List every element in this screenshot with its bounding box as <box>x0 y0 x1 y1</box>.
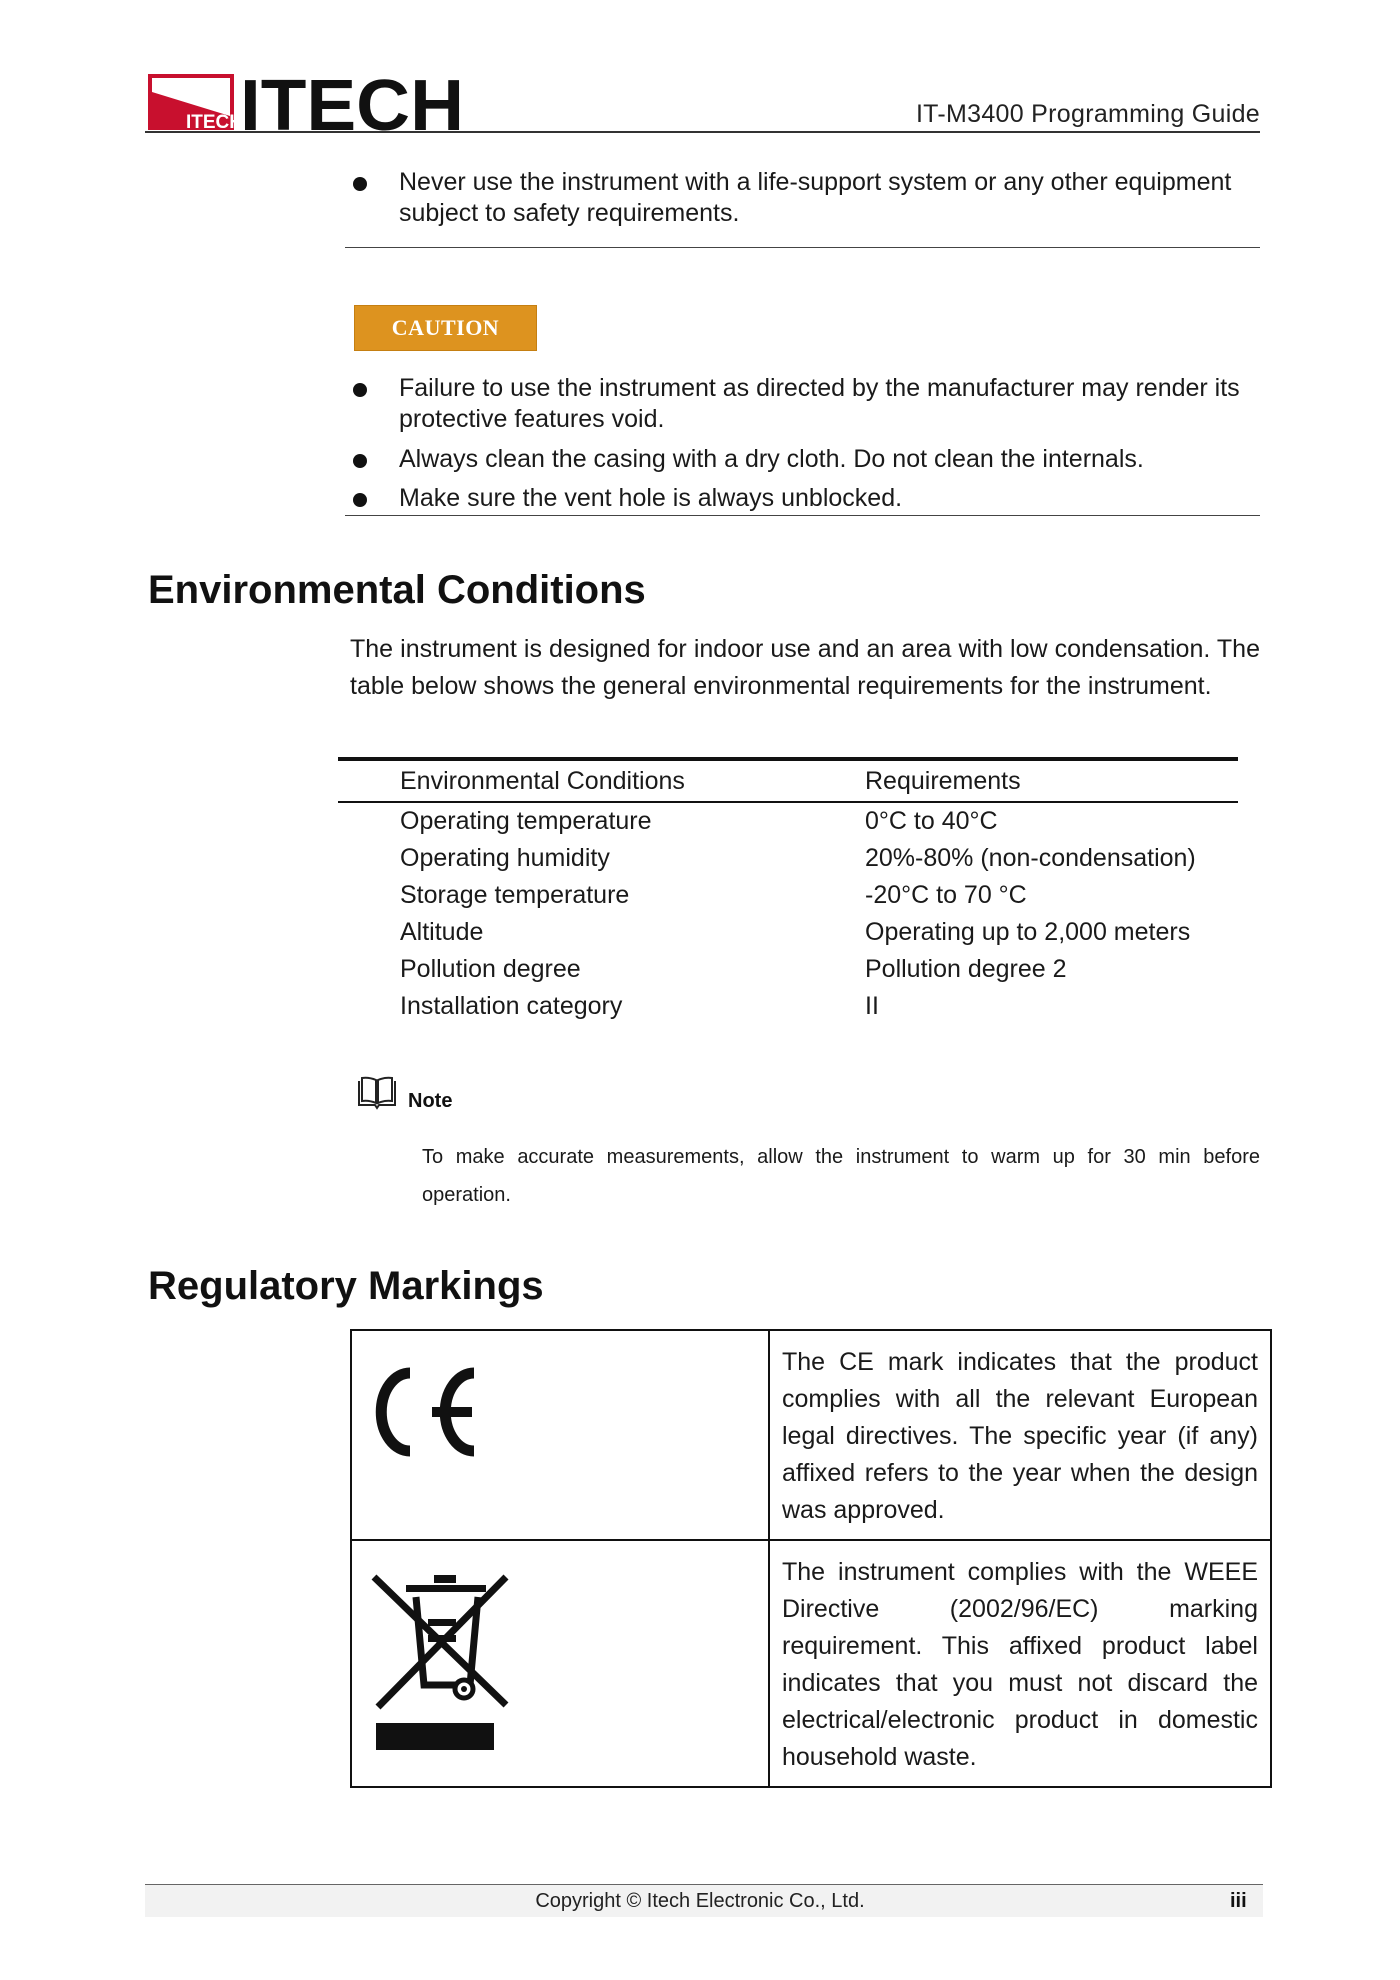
requirement-cell: II <box>865 992 879 1020</box>
note-text: To make accurate measurements, allow the instrument to warm up for 30 min before operation. <box>422 1146 1260 1206</box>
requirement-cell: 20%-80% (non-condensation) <box>865 844 1196 872</box>
table-row <box>338 951 1238 988</box>
requirement-cell: 0°C to 40°C <box>865 807 998 835</box>
header-divider <box>145 131 1260 133</box>
environmental-table <box>338 757 1238 1025</box>
table-header-row <box>338 759 1238 802</box>
requirement-cell: -20°C to 70 °C <box>865 881 1027 909</box>
itech-logo <box>148 72 466 134</box>
weee-cell <box>351 1540 769 1787</box>
ce-mark-cell <box>351 1330 769 1540</box>
logo-small-text: ITECH <box>186 112 243 133</box>
warning-divider <box>345 247 1260 248</box>
note-label: Note <box>408 1090 453 1112</box>
condition-cell: Operating temperature <box>400 807 652 835</box>
weee-bin-icon <box>368 1567 528 1767</box>
table-row <box>351 1330 1271 1540</box>
condition-cell: Pollution degree <box>400 955 581 983</box>
environmental-heading: Environmental Conditions <box>148 568 646 612</box>
condition-cell: Altitude <box>400 918 484 946</box>
ce-mark-description: The CE mark indicates that the product complies with all the relevant European legal directives. The specific year (if any) affixed refers to the year when the design was approved. <box>769 1330 1271 1540</box>
table-header-requirement: Requirements <box>865 759 1238 802</box>
footer-copyright: Copyright © Itech Electronic Co., Ltd. <box>535 1890 865 1912</box>
ce-mark-icon <box>366 1353 496 1463</box>
table-header-condition: Environmental Conditions <box>338 759 865 802</box>
document-title: IT-M3400 Programming Guide <box>915 100 1260 128</box>
condition-cell: Operating humidity <box>400 844 610 872</box>
regulatory-table <box>350 1329 1272 1788</box>
warning-bullet-list <box>345 167 1260 229</box>
table-row <box>338 802 1238 840</box>
warning-section <box>345 167 1260 248</box>
requirement-cell: Pollution degree 2 <box>865 955 1067 983</box>
caution-bullet: Always clean the casing with a dry cloth. Do not clean the internals. <box>345 444 1260 475</box>
table-row <box>338 988 1238 1025</box>
condition-cell: Storage temperature <box>400 881 630 909</box>
page-number: iii <box>1230 1890 1247 1912</box>
caution-divider <box>345 515 1260 516</box>
regulatory-heading: Regulatory Markings <box>148 1264 544 1308</box>
logo-text: ITECH <box>240 72 464 134</box>
table-row <box>351 1540 1271 1787</box>
caution-bullet: Failure to use the instrument as directed by the manufacturer may render its protective features void. <box>345 373 1260 435</box>
caution-bullet-list <box>345 373 1260 514</box>
warning-bullet: Never use the instrument with a life-support system or any other equipment subject to safety requirements. <box>345 167 1260 229</box>
table-row <box>338 877 1238 914</box>
caution-bullet: Make sure the vent hole is always unblocked. <box>345 483 1260 514</box>
environmental-intro: The instrument is designed for indoor use and an area with low condensation. The table below shows the general environmental requirements for the instrument. <box>350 635 1260 700</box>
requirement-cell: Operating up to 2,000 meters <box>865 918 1191 946</box>
weee-description: The instrument complies with the WEEE Directive (2002/96/EC) marking requirement. This affixed product label indicates that you must not discard the electrical/electronic product in domestic household waste. <box>769 1540 1271 1787</box>
table-row <box>338 914 1238 951</box>
condition-cell: Installation category <box>400 992 623 1020</box>
caution-section <box>345 373 1260 516</box>
table-row <box>338 840 1238 877</box>
book-icon <box>356 1076 398 1110</box>
caution-label: CAUTION <box>354 305 537 351</box>
